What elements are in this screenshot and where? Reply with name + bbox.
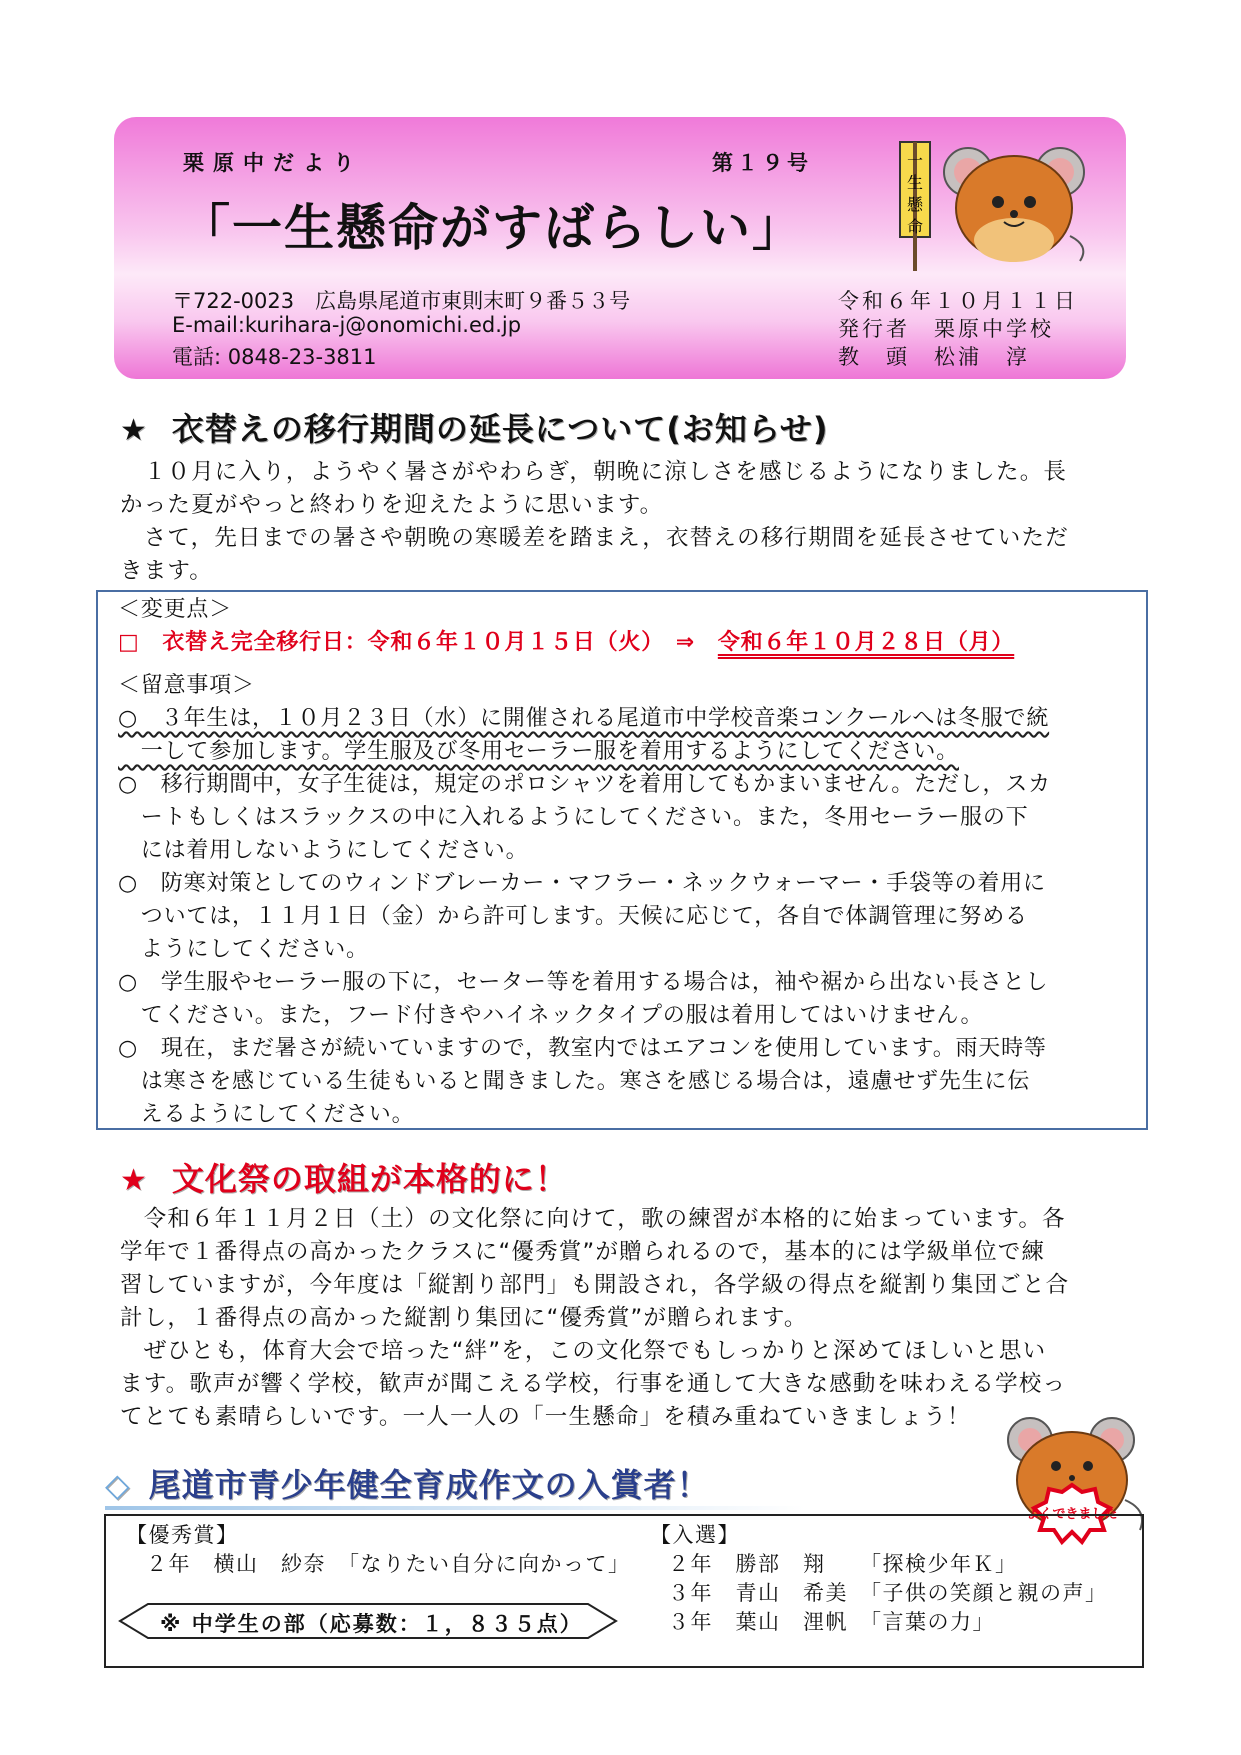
change-old: □ 衣替え完全移行日：令和６年１０月１５日（火） ⇒: [118, 630, 718, 655]
text-line: かった夏がやっと終わりを迎えたように思います。: [120, 492, 664, 518]
excellent-entry: ２年 横山 紗奈 「なりたい自分に向かって」: [146, 1552, 631, 1576]
notes-label: ＜留意事項＞: [118, 673, 255, 698]
banner-char-1: 一: [906, 151, 924, 170]
text-line: 学年で１番得点の高かったクラスに“優秀賞”が贈られるので，基本的には学級単位で練: [120, 1239, 1046, 1265]
section-heading-clothing: [120, 404, 829, 450]
stamp-text: よくできました: [1026, 1507, 1118, 1522]
section-title: 尾道市青少年健全育成作文の入賞者！: [148, 1466, 710, 1504]
selected-entry: ２年 勝部 翔 「探検少年Ｋ」: [668, 1552, 1018, 1576]
phone: 電話: 0848-23-3811: [172, 345, 377, 369]
text-line: 習していますが，今年度は「縦割り部門」も開設され，各学級の得点を縦割り集団ごと合: [120, 1272, 1070, 1298]
excellent-label: 【優秀賞】: [126, 1523, 239, 1547]
text-line: １０月に入り，ようやく暑さがやわらぎ，朝晩に涼しさを感じるようになりました。長: [120, 459, 1068, 485]
text-line: 計し，１番得点の高かった縦割り集団に“優秀賞”が贈られます。: [120, 1305, 808, 1331]
section-heading-festival: [120, 1154, 568, 1200]
note-1-line: 一して参加します。学生服及び冬用セーラー服を着用するようにしてください。: [118, 739, 959, 764]
note-2-line: ○ 移行期間中，女子生徒は，規定のポロシャツを着用してもかまいません。ただし，スカ: [118, 772, 1051, 797]
newsletter-title: 「一生懸命がすばらしい」: [180, 198, 804, 257]
selected-entry: ３年 青山 希美 「子供の笑顔と親の声」: [668, 1581, 1108, 1605]
paragraph-festival: [120, 1203, 1069, 1434]
note-3-line: ついては，１１月１日（金）から許可します。天候に応じて，各自で体調管理に努める: [118, 904, 1028, 929]
note-5-line: えるようにしてください。: [118, 1102, 415, 1127]
publisher: 発行者 栗原中学校: [838, 317, 1054, 341]
star-icon: ★: [120, 413, 148, 448]
note-3-line: ようにしてください。: [118, 937, 369, 962]
note-5-line: ○ 現在，まだ暑さが続いていますので，教室内ではエアコンを使用しています。雨天時等: [118, 1036, 1047, 1061]
note-5-line: は寒さを感じている生徒もいると聞きました。寒さを感じる場合は，遠慮せず先生に伝: [118, 1069, 1031, 1094]
email: E-mail:kurihara-j@onomichi.ed.jp: [172, 313, 522, 337]
note-4-line: ○ 学生服やセーラー服の下に，セーター等を着用する場合は，袖や裾から出ない長さとし: [118, 970, 1049, 995]
issue-date: 令和６年１０月１１日: [838, 289, 1078, 313]
paragraph-clothing: [120, 456, 1069, 588]
note-1-line: ○ ３年生は，１０月２３日（水）に開催される尾道市中学校音楽コンクールへは冬服で統: [118, 706, 1050, 731]
text-line: きます。: [120, 558, 214, 584]
text-line: てとても素晴らしいです。一人一人の「一生懸命」を積み重ねていきましょう！: [120, 1404, 971, 1430]
text-line: ぜひとも，体育大会で培った“絆”を，この文化祭でもしっかりと深めてほしいと思い: [120, 1338, 1047, 1364]
author: 教 頭 松浦 淳: [838, 345, 1030, 369]
section-title: 衣替えの移行期間の延長について(お知らせ): [171, 410, 829, 448]
banner-char-4: 命: [906, 217, 924, 236]
banner-char-2: 生: [906, 173, 924, 192]
newsletter-name: 栗原中だより: [183, 151, 363, 175]
selected-label: 【入選】: [650, 1523, 740, 1547]
note-3-line: ○ 防寒対策としてのウィンドブレーカー・マフラー・ネックウォーマー・手袋等の着用に: [118, 871, 1046, 896]
text-line: さて，先日までの暑さや朝晩の寒暖差を踏まえ，衣替えの移行期間を延長させていただ: [120, 525, 1069, 551]
text-line: 令和６年１１月２日（土）の文化祭に向けて，歌の練習が本格的に始まっています。各: [120, 1206, 1066, 1232]
awards-heading-underline: [105, 1506, 805, 1510]
note-4-line: てください。また，フード付きやハイネックタイプの服は着用してはいけません。: [118, 1003, 984, 1028]
applicants-note: ※ 中学生の部（応募数：１，８３５点）: [160, 1612, 583, 1636]
notice-box-content: [118, 593, 1051, 1131]
note-2-line: ートもしくはスラックスの中に入れるようにしてください。また，冬用セーラー服の下: [118, 805, 1029, 830]
mascot-mouse-icon: [890, 136, 1090, 276]
text-line: ます。歌声が響く学校，歓声が聞こえる学校，行事を通して大きな感動を味わえる学校っ: [120, 1371, 1067, 1397]
note-2-line: には着用しないようにしてください。: [118, 838, 529, 863]
section-title: 文化祭の取組が本格的に！: [171, 1160, 568, 1198]
change-label: ＜変更点＞: [118, 597, 233, 622]
address: 〒722-0023 広島県尾道市東則末町９番５３号: [172, 289, 631, 313]
selected-entry: ３年 葉山 浬帆 「言葉の力」: [668, 1610, 995, 1634]
change-new: 令和６年１０月２８日（月）: [717, 630, 1015, 655]
section-heading-awards: [105, 1460, 710, 1506]
issue-number: 第１９号: [712, 151, 812, 175]
banner-char-3: 懸: [906, 195, 924, 214]
change-line: [118, 626, 1051, 659]
diamond-icon: ◇: [105, 1466, 131, 1504]
star-icon: ★: [120, 1163, 148, 1198]
